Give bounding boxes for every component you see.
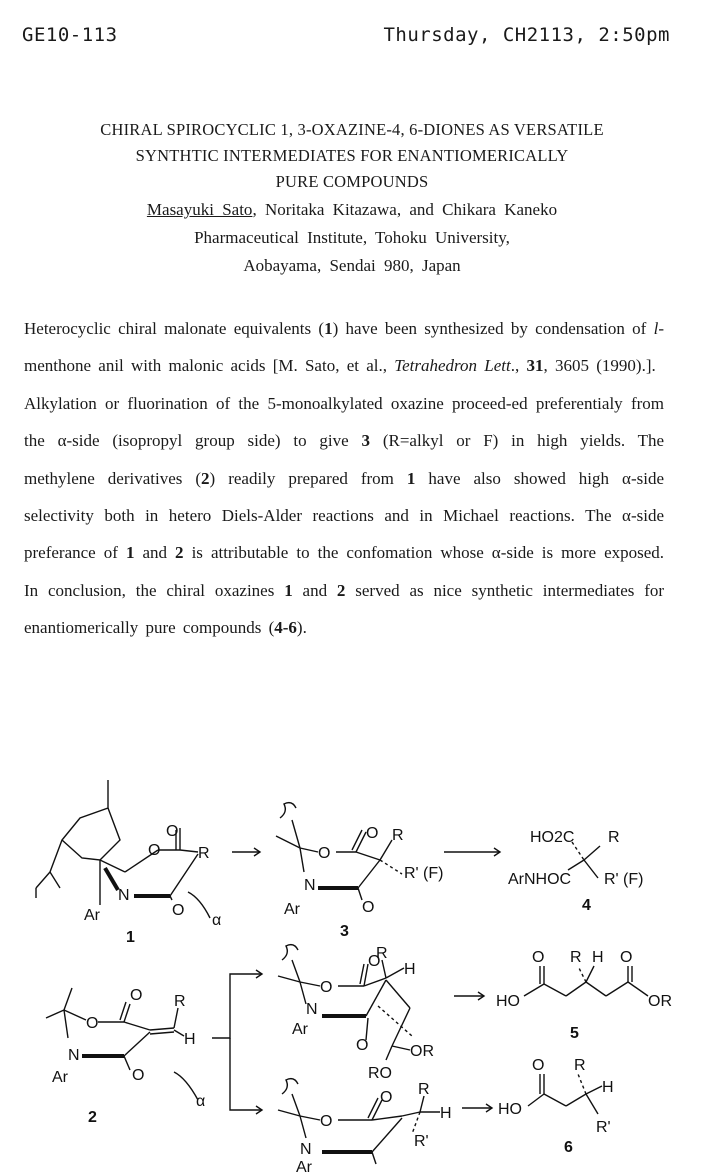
c1-nitrogen: N — [118, 887, 130, 904]
c3-oxygen-bottom: O — [362, 899, 375, 916]
c3-nitrogen: N — [304, 877, 316, 894]
ma-ring-oxygen: O — [320, 1113, 333, 1130]
abstract-paragraph-2: Alkylation or fluorination of the 5-monoalkylated oxazine proceed-ed preferentialy from the α-side (isopropyl group side) to give 3 (R=alkyl or F) in high yields. The methylene derivatives (2) readily prepared from 1 have also showed high α-side selectivity both in hetero Diels-Alder reactions and in Michael reactions. The α-side preferance of 1 and 2 is attributable to the confomation whose α-side is more exposed. In conclusion, the chiral oxazines 1 and 2 served as nice synthetic intermediates for enantiomerically pure compounds (4-6). — [24, 393, 665, 638]
c3-ring-oxygen: O — [318, 845, 331, 862]
c6-hydroxyl: HO — [498, 1101, 522, 1118]
c1-ring-oxygen: O — [148, 842, 161, 859]
compound-5-label: 5 — [570, 1025, 579, 1042]
compound-1-label: 1 — [126, 929, 135, 946]
affiliation-line-1: Pharmaceutical Institute, Tohoku University, — [194, 228, 510, 247]
c4-amide: ArNHOC — [508, 871, 572, 888]
c6-hydrogen: H — [602, 1079, 614, 1096]
c4-rprime-f: R' (F) — [604, 871, 644, 888]
c4-bond-r — [584, 846, 600, 860]
affiliation-line-2: Aobayama, Sendai 980, Japan — [243, 256, 461, 275]
title-line-2: SYNTHTIC INTERMEDIATES FOR ENANTIOMERICALLY — [135, 146, 569, 165]
c4-bond-amide — [568, 860, 584, 870]
da-pyran-oxygen: O — [356, 1037, 369, 1054]
c5-hydrogen: H — [592, 949, 604, 966]
ma-oxygen-top: O — [380, 1089, 393, 1106]
compound-3-structure — [276, 803, 402, 900]
c6-oxygen: O — [532, 1057, 545, 1074]
session-time: Thursday, CH2113, 2:50pm — [383, 24, 670, 46]
compound-6-label: 6 — [564, 1139, 573, 1156]
diels-alder-adduct-structure — [278, 945, 412, 1060]
ma-nitrogen: N — [300, 1141, 312, 1158]
arrow-2-to-diels-alder — [212, 974, 262, 1038]
compound-1-structure — [36, 780, 198, 905]
da-nitrogen: N — [306, 1001, 318, 1018]
c1-oxygen-top: O — [166, 823, 179, 840]
compound-4-label: 4 — [582, 897, 591, 914]
c2-hydrogen: H — [184, 1031, 196, 1048]
c2-alpha-arrow — [174, 1072, 198, 1100]
da-aryl: Ar — [292, 1021, 308, 1038]
ma-hydrogen: H — [440, 1105, 452, 1122]
c5-oxygen-2: O — [620, 949, 633, 966]
c1-oxygen-bottom: O — [172, 902, 185, 919]
c3-rprime-f: R' (F) — [404, 865, 444, 882]
c2-nitrogen: N — [68, 1047, 80, 1064]
ma-aryl: Ar — [296, 1159, 312, 1173]
arrow-2-to-michael — [230, 1038, 262, 1110]
c4-r-group: R — [608, 829, 620, 846]
c2-aryl: Ar — [52, 1069, 68, 1086]
ma-rprime: R' — [414, 1133, 429, 1150]
c6-r-group: R — [574, 1057, 586, 1074]
compound-5-structure — [524, 966, 648, 996]
da-hydrogen: H — [404, 961, 416, 978]
reaction-scheme — [0, 760, 704, 1173]
c5-ester: OR — [648, 993, 672, 1010]
compound-3-label: 3 — [340, 923, 349, 940]
c1-r-group: R — [198, 845, 210, 862]
c1-alpha-arrow — [188, 892, 210, 918]
c3-r-group: R — [392, 827, 404, 844]
da-ring-oxygen: O — [320, 979, 333, 996]
c5-oxygen-1: O — [532, 949, 545, 966]
c1-alpha: α — [212, 912, 222, 929]
title-line-1: CHIRAL SPIROCYCLIC 1, 3-OXAZINE-4, 6-DIONES AS VERSATILE — [100, 120, 604, 139]
c3-aryl: Ar — [284, 901, 300, 918]
abstract-paragraph-1: Heterocyclic chiral malonate equivalents (1) have been synthesized by condensation of l-menthone anil with malonic acids [M. Sato, et al., Tetrahedron Lett., 31, 3605 (1990).]. — [24, 319, 664, 376]
c2-oxygen-bottom: O — [132, 1067, 145, 1084]
c3-oxygen-top: O — [366, 825, 379, 842]
da-alkoxy-1: OR — [410, 1043, 434, 1060]
c2-alpha: α — [196, 1093, 206, 1110]
compound-2-structure — [46, 988, 184, 1070]
c4-bond-rp — [584, 860, 598, 878]
abstract-body — [24, 310, 664, 647]
da-alkoxy-2: RO — [368, 1065, 392, 1082]
presenting-author: Masayuki Sato — [146, 200, 253, 219]
c4-carboxyl: HO2C — [530, 829, 575, 846]
c1-aryl: Ar — [84, 907, 100, 924]
c2-ring-oxygen: O — [86, 1015, 99, 1032]
c2-oxygen-top: O — [130, 987, 143, 1004]
authors — [0, 200, 704, 220]
c5-hydroxyl: HO — [496, 993, 520, 1010]
c5-r-group: R — [570, 949, 582, 966]
da-oxygen-top: O — [368, 953, 381, 970]
compound-2-label: 2 — [88, 1109, 97, 1126]
c6-rprime: R' — [596, 1119, 611, 1136]
title-line-3: PURE COMPOUNDS — [275, 172, 429, 191]
da-r-group: R — [376, 945, 388, 962]
compound-6-structure — [528, 1074, 602, 1114]
co-authors: , Noritaka Kitazawa, and Chikara Kaneko — [252, 200, 558, 219]
c2-r-group: R — [174, 993, 186, 1010]
ma-r-group: R — [418, 1081, 430, 1098]
session-code: GE10-113 — [22, 24, 118, 46]
